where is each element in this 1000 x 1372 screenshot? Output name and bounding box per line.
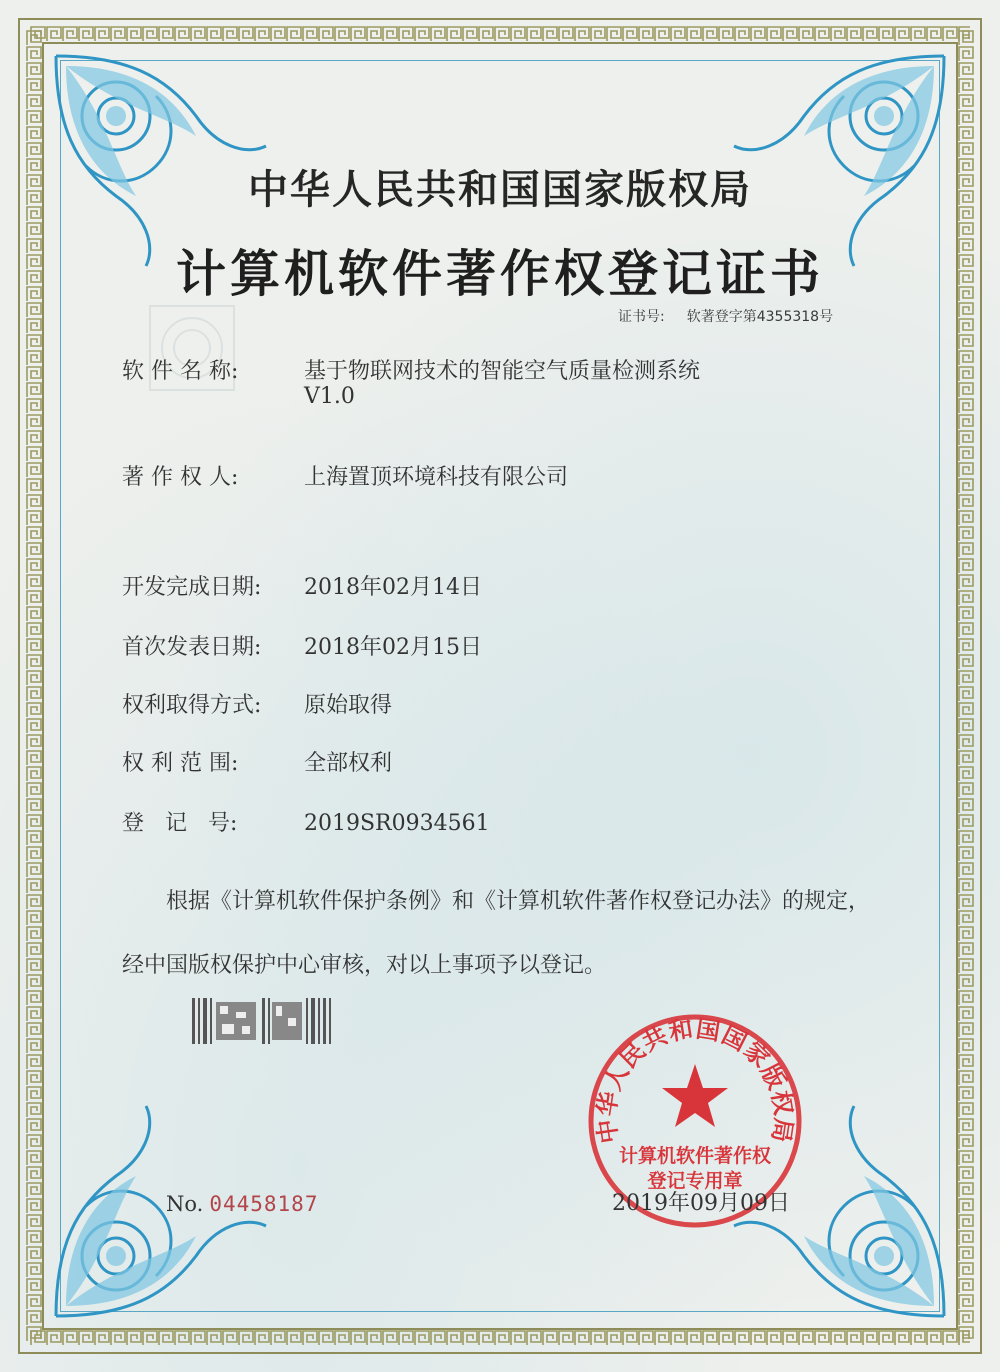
serial-number-label: No. [166,1192,204,1216]
issue-date: 2019年09月09日 [612,1191,790,1216]
serial-number [166,1192,318,1216]
software-name-label: 软 件 名 称: [122,359,239,384]
software-version-value: V1.0 [304,384,355,409]
seal-outer-text: 中华人民共和国国家版权局 [591,1013,799,1146]
seal-inner-line-1: 计算机软件著作权 [618,1145,772,1167]
dev-date-value: 2018年02月14日 [304,575,482,600]
issuer-title: 中华人民共和国国家版权局 [248,166,752,213]
dev-date-label: 开发完成日期: [122,575,262,600]
seal-star-icon [662,1064,728,1127]
certificate-title: 计算机软件著作权登记证书 [176,244,824,303]
software-name-value: 基于物联网技术的智能空气质量检测系统 [304,359,701,384]
field-publish-date [122,630,482,661]
field-dev-date [122,570,482,601]
publish-date-value: 2018年02月15日 [304,635,482,660]
certificate-number-label: 证书号: [618,309,665,325]
serial-number-value: 04458187 [209,1192,319,1216]
seal-inner-line-2: 登记专用章 [647,1170,743,1192]
acquire-method-label: 权利取得方式: [122,693,262,718]
registration-number-label: 登 记 号: [122,811,238,836]
rights-scope-value: 全部权利 [304,751,393,776]
owner-value: 上海置顶环境科技有限公司 [304,465,569,490]
publish-date-label: 首次发表日期: [122,635,262,660]
field-registration-number [122,806,490,837]
acquire-method-value: 原始取得 [304,693,393,718]
rights-scope-label: 权 利 范 围: [122,751,239,776]
field-software-name [122,354,700,385]
certificate-number-value: 软著登字第4355318号 [686,309,834,325]
registration-statement: 根据《计算机软件保护条例》和《计算机软件著作权登记办法》的规定，经中国版权保护中心审核，对以上事项予以登记。 [122,889,871,978]
certificate-number [618,306,833,326]
barcode [192,998,334,1044]
registration-number-value: 2019SR0934561 [304,811,490,836]
field-owner [122,460,568,491]
field-acquire-method [122,688,392,719]
owner-label: 著 作 权 人: [122,465,239,490]
field-rights-scope [122,746,392,777]
